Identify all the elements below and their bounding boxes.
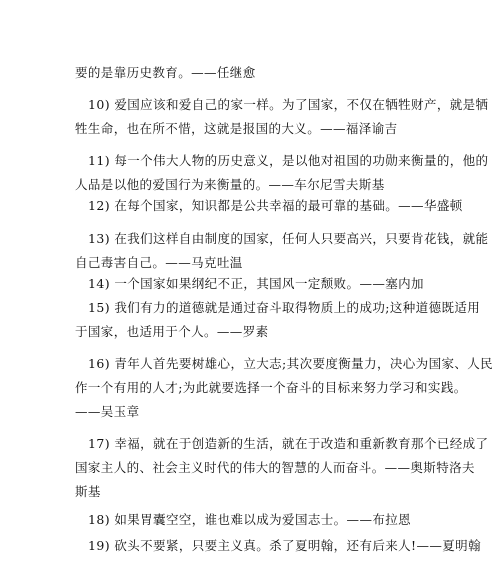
quote-10-line-2: 牲生命，也在所不惜，这就是报国的大义。——福泽谕吉 — [75, 121, 398, 136]
quote-19-line-1: 19) 砍头不要紧，只要主义真。杀了夏明翰，还有后来人!——夏明翰 — [88, 538, 481, 553]
quote-17-line-2: 国家主人的、社会主义时代的伟大的智慧的人而奋斗。——奥斯特洛夫 — [75, 460, 475, 475]
quote-11-line-2: 人品是以他的爱国行为来衡量的。——车尔尼雪夫斯基 — [75, 177, 385, 192]
quote-15-line-2: 于国家，也适用于个人。——罗素 — [75, 324, 269, 339]
quote-14-line-1: 14) 一个国家如果纲纪不正，其国风一定颓败。——塞内加 — [88, 276, 424, 291]
quote-10-line-1: 10) 爱国应该和爱自己的家一样。为了国家，不仅在牺牲财产，就是牺 — [88, 97, 489, 112]
quote-continuation: 要的是靠历史教育。——任继愈 — [75, 65, 256, 80]
quote-16-line-1: 16) 青年人首先要树雄心，立大志;其次要度衡量力，决心为国家、人民 — [88, 356, 494, 371]
quote-17-line-3: 斯基 — [75, 484, 101, 499]
quote-13-line-2: 自己毒害自己。——马克吐温 — [75, 255, 243, 270]
quote-15-line-1: 15) 我们有力的道德就是通过奋斗取得物质上的成功;这种道德既适用 — [88, 300, 481, 315]
quote-16-line-3: ——吴玉章 — [75, 404, 140, 419]
quote-17-line-1: 17) 幸福，就在于创造新的生活，就在于改造和重新教育那个已经成了 — [88, 436, 489, 451]
quote-16-line-2: 作一个有用的人才;为此就要选择一个奋斗的目标来努力学习和实践。 — [75, 380, 467, 395]
quote-13-line-1: 13) 在我们这样自由制度的国家，任何人只要高兴，只要肯花钱，就能 — [88, 231, 489, 246]
quote-18-line-1: 18) 如果胃囊空空，谁也难以成为爱国志士。——布拉恩 — [88, 512, 412, 527]
quote-12-line-1: 12) 在每个国家，知识都是公共幸福的最可靠的基础。——华盛顿 — [88, 198, 463, 213]
quote-11-line-1: 11) 每一个伟大人物的历史意义，是以他对祖国的功勋来衡量的，他的 — [88, 153, 489, 168]
